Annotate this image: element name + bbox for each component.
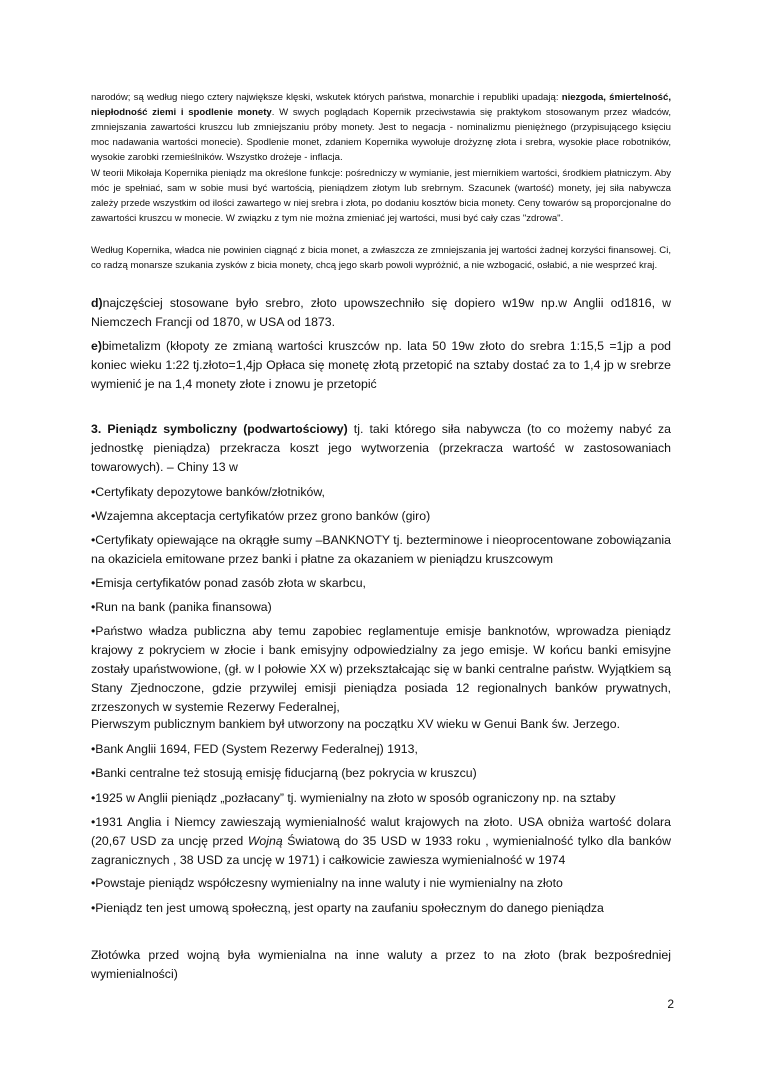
bullet-bank-of-england: •Bank Anglii 1694, FED (System Rezerwy Federalnej) 1913, [91,742,418,756]
bullet-deposit-certificates: •Certyfikaty depozytowe banków/złotników, [91,485,325,499]
paragraph-copernicus-disasters: narodów; są według niego cztery największe klęski, wskutek których państwa, monarchie i republiki upadają: niezgoda, śmiertelność, niepłodność ziemi i spodlenie monety. W swych poglądach Kopernik przeciwstawia się praktykom stosowanym przez władców, zmniejszania zawartości kruszcu lub zmniejszaniu próby monety. Jest to negacja - nominalizmu pieniężnego (przypisującego księciu moc nadawania wartości monecie). Spodlenie monet, zdaniem Kopernika wywołuje drożyznę złota i srebra, wysokie płace robotników, wysokie zarobki rzemieślników. Wszystko drożeje - inflacja. [91,92,671,163]
bullet-banknotes: •Certyfikaty opiewające na okrągłe sumy –BANKNOTY tj. bezterminowe i nieoprocentowane zobowiązania na okaziciela emitowane przez banki i płatne za okazaniem w pieniądzu kruszcowym [91,533,671,566]
section-3-symbolic-money: 3. Pieniądz symboliczny (podwartościowy) tj. taki którego siła nabywcza (to co możemy nabyć za jednostkę pieniądza) przekracza koszt jego wytworzenia (przekracza wartość w zastosowaniach towarowych). – Chiny 13 w [91,422,671,474]
bullet-state-regulation: •Państwo władza publiczna aby temu zapobiec reglamentuje emisje banknotów, wprowadza pieniądz krajowy z pokryciem w złocie i bank emisyjny odpowiedzialny za jego emisje. W końcu banki emisyjne zostały upaństwowione, (gł. w I połowie XX w) przekształcając się w banki centralne państw. Wyjątkiem są Stany Zjednoczone, gdzie przywilej emisji pieniądza posiada 12 regionalnych banków prywatnych, zrzeszonych w systemie Rezerwy Federalnej, [91,624,671,714]
paragraph-d-silver: d)najczęściej stosowane było srebro, złoto upowszechniło się dopiero w19w np.w Anglii od1816, w Niemczech Francji od 1870, w USA od 1873. [91,296,671,329]
section-heading: 3. Pieniądz symboliczny (podwartościowy) [91,422,348,436]
italic-war: Wojną [247,834,283,848]
paragraph-zloty-before-war: Złotówka przed wojną była wymienialna na inne waluty a przez to na złoto (brak bezpośredniej wymienialności) [91,948,671,981]
bullet-gilded-money: •1925 w Anglii pieniądz „pozłacany” tj. wymienialny na złoto w sposób ograniczony np. na sztaby [91,791,616,805]
item-marker-d: d) [91,296,103,310]
paragraph-first-public-bank: Pierwszym publicznym bankiem był utworzony na początku XV wieku w Genui Bank św. Jerzego. [91,717,620,731]
bullet-modern-money: •Powstaje pieniądz współczesny wymienialny na inne waluty i nie wymienialny na złoto [91,876,563,890]
bullet-social-contract: •Pieniądz ten jest umową społeczną, jest oparty na zaufaniu społecznym do danego pieniądza [91,901,604,915]
bullet-fiduciary-issue: •Banki centralne też stosują emisję fiducjarną (bez pokrycia w kruszcu) [91,766,477,780]
bold-four-disasters: niezgoda, śmiertelność, niepłodność ziemi i spodlenie monety [91,92,671,118]
paragraph-e-bimetalism: e)bimetalizm (kłopoty ze zmianą wartości kruszców np. lata 50 19w złoto do srebra 1:15,5 =1jp a pod koniec wieku 1:22 tj.złoto=1,4jp Opłaca się monetę złotą przetopić na sztaby dostać za to 1,4 jp w srebrze wymienić je na 1,4 monety złote i znowu je przetopić [91,339,671,391]
bullet-giro: •Wzajemna akceptacja certyfikatów przez grono banków (giro) [91,509,431,523]
paragraph-copernicus-money-functions: W teorii Mikołaja Kopernika pieniądz ma określone funkcje: pośredniczy w wymianie, jest miernikiem wartości, środkiem płatniczym. Aby móc je spełniać, sam w sobie musi być wartością, pieniądzem złotym lub srebrnym. Szacunek (wartość) monety, jej siła nabywcza zależy przede wszystkim od ilości zawartego w niej srebra i złota, po dodaniu kosztów bicia monety. Ceny towarów są proporcjonalne do zawartości kruszcu w monecie. W związku z tym nie można zmieniać jej wartości, musi być cały czas "zdrowa". [91,168,671,224]
page-number: 2 [667,997,674,1011]
bullet-1931-suspension: •1931 Anglia i Niemcy zawieszają wymienialność walut krajowych na złoto. USA obniża wartość dolara (20,67 USD za uncję przed Wojną Światową do 35 USD w 1933 roku , wymienialność tylko dla banków zagranicznych , 38 USD za uncję w 1971) i całkowicie zawiesza wymienialność w 1974 [91,815,672,867]
paragraph-copernicus-ruler: Według Kopernika, władca nie powinien ciągnąć z bicia monet, a zwłaszcza ze zmniejszania jej wartości żadnej korzyści finansowej. Ci, co radzą monarsze szukania zysków z bicia monety, chcą jego skarb powoli wypróżnić, a nie wzbogacić, osłabić, a nie wesprzeć kraj. [91,245,671,271]
item-marker-e: e) [91,339,102,353]
bullet-bank-run: •Run na bank (panika finansowa) [91,600,272,614]
bullet-issue-beyond-gold: •Emisja certyfikatów ponad zasób złota w skarbcu, [91,576,366,590]
